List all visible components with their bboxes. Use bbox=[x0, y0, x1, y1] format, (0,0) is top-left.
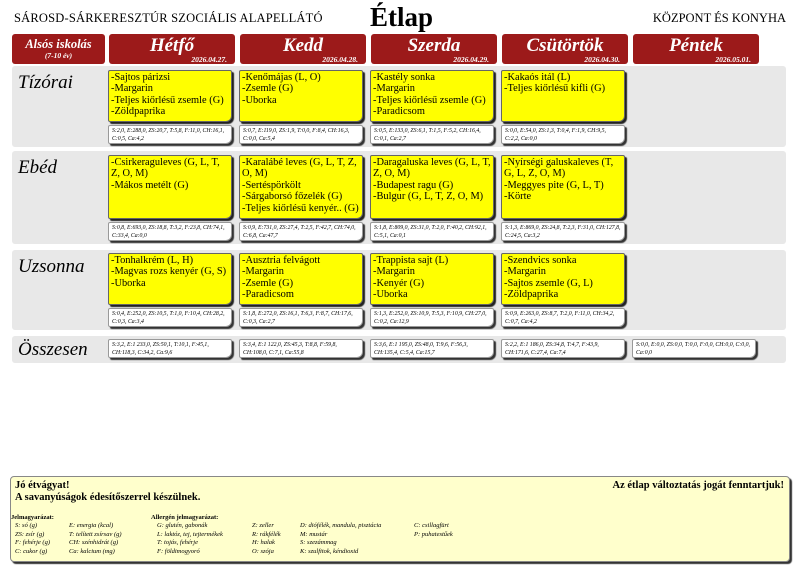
nutrition-box: S:1,3, E:869,0, ZS:24,8, T:2,3, F:31,0, CH:127,8, C:24,5, Ca:3,2 bbox=[501, 222, 625, 241]
legend-entry: C: csillagfürt bbox=[414, 522, 449, 529]
nutrition-box: S:0,5, E:133,0, ZS:6,1, T:1,5, F:5,2, CH:16,4, C:0,1, Ca:2,7 bbox=[370, 125, 494, 144]
meal-item: -Bulgur (G, L, T, Z, O, M) bbox=[373, 191, 484, 203]
meal-card bbox=[108, 253, 232, 305]
meal-card bbox=[370, 70, 494, 122]
meal-item: -Uborka bbox=[242, 94, 277, 106]
legend-entry: O: szója bbox=[252, 547, 274, 555]
legend-entry: T: tojás, fehérje bbox=[157, 539, 198, 547]
row-label-tizorai: Tízórai bbox=[18, 72, 73, 93]
footer-panel bbox=[10, 476, 790, 562]
meal-item: -Ausztria felvágott bbox=[242, 255, 321, 266]
meal-item: -Sertéspörkölt bbox=[242, 179, 301, 191]
day-header-wednesday bbox=[371, 34, 497, 64]
total-nutrition-box: S:3,2, E:1 233,0, ZS:50,1, T:10,1, F:45,1, CH:118,3, C:34,2, Ca:9,6 bbox=[108, 339, 232, 358]
meal-item: -Daragaluska leves (G, L, T, Z, O, M) bbox=[373, 157, 494, 180]
meal-item: -Kenőmájas (L, O) bbox=[242, 72, 321, 83]
legend-entry: P: puhatestűek bbox=[414, 530, 453, 538]
meal-item: -Teljes kiőrlésű kenyér.. (G) bbox=[242, 202, 359, 214]
day-date: 2026.05.01. bbox=[715, 55, 751, 64]
legend-entry: R: rákfélék bbox=[252, 530, 281, 538]
page-title: Étlap bbox=[370, 2, 434, 32]
meal-item: -Meggyes pite (G, L, T) bbox=[504, 179, 604, 191]
meal-item: -Paradicsom bbox=[242, 289, 294, 301]
nutrition-box: S:0,0, E:54,0, ZS:1,3, T:0,4, F:1,9, CH:9,5, C:2,2, Ca:0,0 bbox=[501, 125, 625, 144]
legend-entry: F: földimogyoró bbox=[157, 547, 200, 555]
day-header-tuesday bbox=[240, 34, 366, 64]
meal-item: -Magvas rozs kenyér (G, S) bbox=[111, 266, 227, 278]
meal-item: -Kakaós itál (L) bbox=[504, 72, 571, 83]
legend-entry: M: mustár bbox=[300, 530, 328, 538]
meal-card bbox=[501, 155, 625, 219]
footer-greeting: Jó étvágyat! bbox=[15, 480, 70, 491]
day-name: Csütörtök bbox=[526, 35, 604, 56]
total-nutrition-box: S:3,6, E:1 195,0, ZS:48,0, T:9,6, F:56,3, CH:135,4, C:5,4, Ca:15,7 bbox=[370, 339, 494, 358]
meal-item: -Körte bbox=[504, 191, 532, 203]
meal-card bbox=[108, 70, 232, 122]
allergen-legend-col1 bbox=[157, 522, 223, 556]
meal-item: -Margarin bbox=[373, 83, 415, 95]
legend-entry: S: só (g) bbox=[15, 522, 38, 529]
legend-entry: T: telített zsírsav (g) bbox=[69, 530, 122, 538]
legend-entry: H: halak bbox=[252, 539, 275, 547]
nutrition-box: S:1,3, E:252,0, ZS:10,9, T:5,3, F:10,9, CH:27,0, C:0,2, Ca:12,9 bbox=[370, 308, 494, 327]
legend-entry: L: laktóz, tej, tejtermékek bbox=[157, 530, 223, 538]
meal-item: -Teljes kiőrlésű kifli (G) bbox=[504, 83, 606, 95]
meal-item: -Zsemle (G) bbox=[242, 277, 294, 289]
legend-entry: CH: szénhidrát (g) bbox=[69, 539, 119, 547]
meal-card bbox=[108, 155, 232, 219]
total-nutrition-box: S:3,4, E:1 122,0, ZS:45,3, T:8,8, F:59,8, CH:108,0, C:7,1, Ca:55,8 bbox=[239, 339, 363, 358]
meal-item: -Szendvics sonka bbox=[504, 255, 577, 266]
meal-item: -Sajtos zsemle (G, L) bbox=[504, 277, 593, 289]
nutrition-box: S:1,8, E:272,0, ZS:16,1, T:6,3, F:8,7, CH:17,6, C:0,3, Ca:2,7 bbox=[239, 308, 363, 327]
total-nutrition-box: S:2,2, E:1 186,0, ZS:34,8, T:4,7, F:43,9, CH:171,6, C:27,4, Ca:7,4 bbox=[501, 339, 625, 358]
nutrition-box: S:0,7, E:119,0, ZS:1,9, T:0,0, F:8,4, CH:16,3, C:0,0, Ca:5,4 bbox=[239, 125, 363, 144]
day-date: 2026.04.27. bbox=[191, 55, 227, 64]
legend-entry: K: szulfitok, kéndioxid bbox=[300, 547, 359, 555]
meal-item: -Paradicsom bbox=[373, 106, 425, 118]
legend-entry: G: glutén, gabonák bbox=[157, 522, 208, 529]
meal-item: -Margarin bbox=[242, 266, 284, 278]
meal-item: -Mákos metélt (G) bbox=[111, 179, 189, 191]
meal-card bbox=[239, 155, 363, 219]
legend-entry: S: szezámmag bbox=[300, 539, 337, 547]
meal-item: -Trappista sajt (L) bbox=[373, 255, 449, 266]
nutrition-box: S:1,8, E:809,0, ZS:31,0, T:2,0, F:40,2, CH:92,1, C:5,1, Ca:0,1 bbox=[370, 222, 494, 241]
meal-item: -Margarin bbox=[373, 266, 415, 278]
meal-card bbox=[239, 70, 363, 122]
nutrition-box: S:0,9, E:731,0, ZS:27,4, T:2,5, F:42,7, CH:74,0, C:6,8, Ca:47,7 bbox=[239, 222, 363, 241]
meal-item: -Margarin bbox=[504, 266, 546, 278]
meal-item: -Nyírségi galuskaleves (T, G, L, Z, O, M) bbox=[504, 157, 616, 180]
nutrition-box: S:0,8, E:693,0, ZS:18,8, T:3,2, F:23,8, CH:74,1, C:33,4, Ca:0,0 bbox=[108, 222, 232, 241]
day-header-thursday bbox=[502, 34, 628, 64]
meal-item: -Kastély sonka bbox=[373, 72, 436, 83]
meal-card bbox=[501, 253, 625, 305]
meal-item: -Sajtos párizsi bbox=[111, 72, 171, 83]
row-label-ebed: Ebéd bbox=[18, 157, 58, 178]
allergen-legend-col3 bbox=[300, 522, 381, 556]
nutrition-legend-col1 bbox=[15, 522, 50, 556]
day-header-friday bbox=[633, 34, 759, 64]
nutrition-box: S:2,0, E:288,0, ZS:20,7, T:5,8, F:11,0, CH:16,1, C:0,5, Ca:4,2 bbox=[108, 125, 232, 144]
meal-item: -Kenyér (G) bbox=[373, 277, 425, 289]
day-name: Szerda bbox=[407, 35, 461, 56]
meal-item: -Tonhalkrém (L, H) bbox=[111, 255, 194, 266]
meal-card bbox=[370, 253, 494, 305]
legend-entry: E: energia (kcal) bbox=[69, 522, 114, 529]
nutrition-box: S:0,9, E:263,0, ZS:8,7, T:2,0, F:11,0, CH:34,2, C:0,7, Ca:4,2 bbox=[501, 308, 625, 327]
nutrition-legend-title: Jelmagyarázat: bbox=[11, 514, 54, 521]
day-header-monday bbox=[109, 34, 235, 64]
day-name: Péntek bbox=[669, 35, 723, 56]
meal-item: -Csirkeraguleves (G, L, T, Z, O, M) bbox=[111, 157, 223, 180]
legend-entry: Z: zeller bbox=[252, 522, 274, 529]
day-date: 2026.04.28. bbox=[322, 55, 358, 64]
legend-entry: C: cukor (g) bbox=[15, 547, 48, 555]
age-group-range: (7-10 év) bbox=[44, 51, 73, 60]
age-group-name: Alsós iskolás bbox=[25, 37, 92, 51]
legend-entry: ZS: zsír (g) bbox=[15, 530, 45, 538]
day-date: 2026.04.29. bbox=[453, 55, 489, 64]
legend-entry: Ca: kalcium (mg) bbox=[69, 547, 115, 555]
legend-entry: D: diófélék, mandula, pisztácia bbox=[300, 522, 382, 529]
row-label-uzsonna: Uzsonna bbox=[18, 256, 85, 277]
meal-item: -Margarin bbox=[111, 83, 153, 95]
meal-item: -Karalábé leves (G, L, T, Z, O, M) bbox=[242, 157, 360, 180]
meal-card bbox=[370, 155, 494, 219]
meal-item: -Zsemle (G) bbox=[242, 83, 294, 95]
meal-card bbox=[239, 253, 363, 305]
nutrition-box: S:0,4, E:252,0, ZS:10,5, T:1,0, F:10,4, CH:28,2, C:0,3, Ca:3,4 bbox=[108, 308, 232, 327]
footer-disclaimer: Az étlap változtatás jogát fenntartjuk! bbox=[612, 480, 784, 491]
allergen-legend-col2 bbox=[252, 522, 281, 556]
total-nutrition-box: S:0,0, E:0,0, ZS:0,0, T:0,0, F:0,0, CH:0,0, C:0,0, Ca:0,0 bbox=[632, 339, 756, 358]
footer-note: A savanyúságok édesítőszerrel készülnek. bbox=[15, 492, 201, 503]
meal-item: -Zöldpaprika bbox=[111, 106, 166, 118]
meal-item: -Zöldpaprika bbox=[504, 289, 559, 301]
meal-card bbox=[501, 70, 625, 122]
age-group-header bbox=[12, 34, 105, 64]
meal-item: -Sárgaborsó főzelék (G) bbox=[242, 191, 343, 203]
org-name-left: SÁROSD-SÁRKERESZTÚR SZOCIÁLIS ALAPELLÁTÓ bbox=[14, 11, 323, 25]
nutrition-legend-col2 bbox=[69, 522, 122, 556]
meal-item: -Uborka bbox=[111, 277, 146, 289]
row-label-osszesen: Összesen bbox=[18, 339, 88, 360]
meal-item: -Budapest ragu (G) bbox=[373, 179, 454, 191]
day-name: Hétfő bbox=[149, 35, 195, 56]
meal-item: -Teljes kiőrlésű zsemle (G) bbox=[111, 94, 224, 106]
day-name: Kedd bbox=[282, 35, 324, 56]
meal-item: -Uborka bbox=[373, 289, 408, 301]
allergen-legend-title: Allergén jelmagyarázat: bbox=[151, 514, 219, 521]
legend-entry: F: fehérje (g) bbox=[15, 539, 51, 547]
meal-item: -Teljes kiőrlésű zsemle (G) bbox=[373, 94, 486, 106]
day-date: 2026.04.30. bbox=[584, 55, 620, 64]
org-name-right: KÖZPONT ÉS KONYHA bbox=[652, 11, 786, 25]
allergen-legend-col4 bbox=[414, 522, 453, 539]
